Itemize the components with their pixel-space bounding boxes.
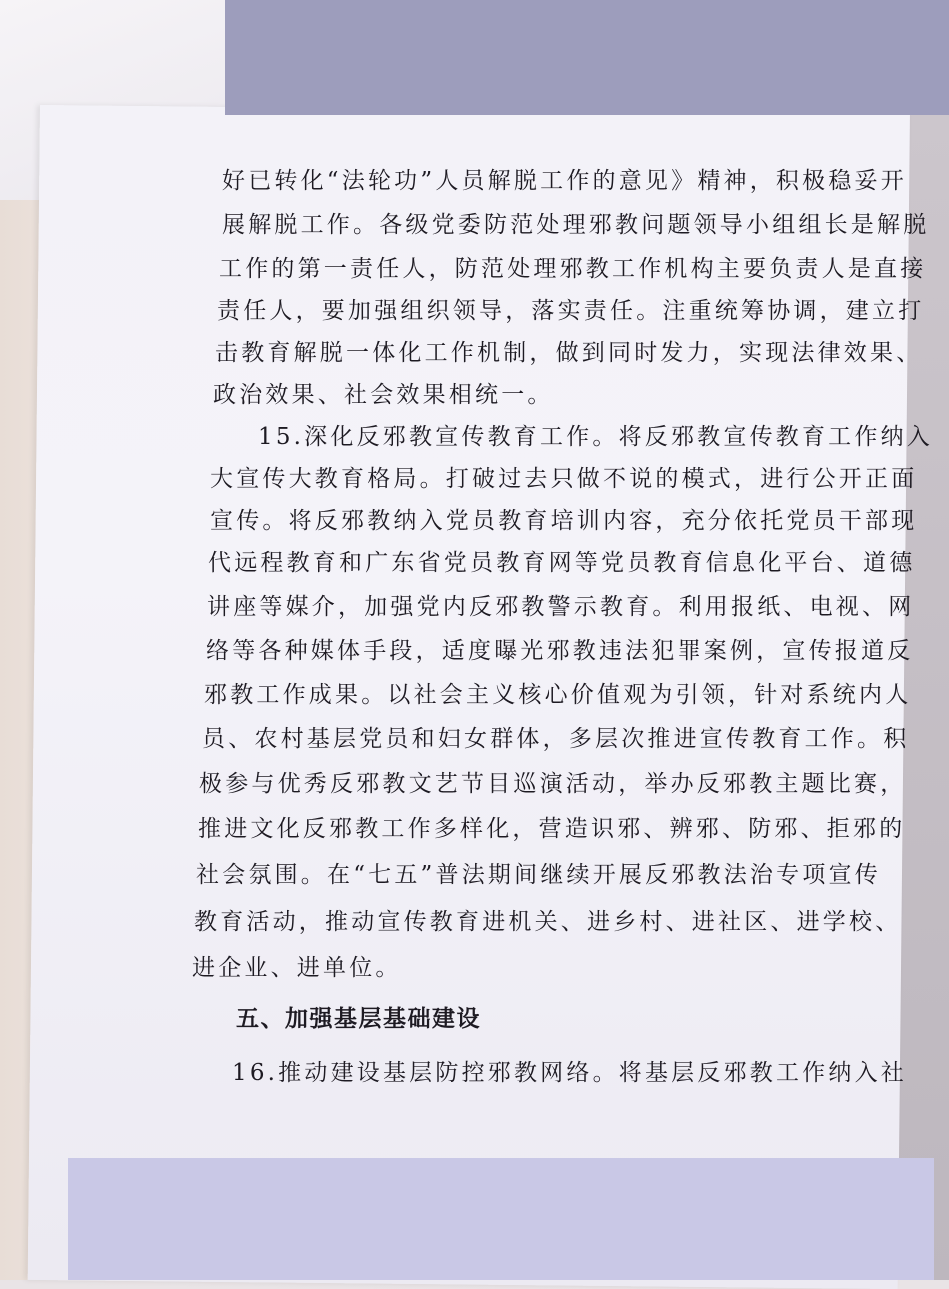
paragraph-line: 邪教工作成果。以社会主义核心价值观为引领，针对系统内人 [204, 682, 912, 708]
paragraph-line: 教育活动，推动宣传教育进机关、进乡村、进社区、进学校、 [194, 909, 902, 935]
paragraph-line: 宣传。将反邪教纳入党员教育培训内容，充分依托党员干部现 [210, 508, 918, 534]
paragraph-line: 政治效果、社会效果相统一。 [213, 382, 554, 408]
paragraph-line: 击教育解脱一体化工作机制，做到同时发力，实现法律效果、 [215, 340, 923, 366]
paragraph-line: 员、农村基层党员和妇女群体，多层次推进宣传教育工作。积 [202, 726, 910, 752]
paragraph-line: 15.深化反邪教宣传教育工作。将反邪教宣传教育工作纳入 [258, 424, 933, 450]
paragraph-line: 讲座等媒介，加强党内反邪教警示教育。利用报纸、电视、网 [207, 594, 915, 620]
paragraph-line: 责任人，要加强组织领导，落实责任。注重统筹协调，建立打 [217, 298, 925, 324]
paragraph-line: 展解脱工作。各级党委防范处理邪教问题领导小组组长是解脱 [222, 212, 930, 238]
paragraph-line: 16.推动建设基层防控邪教网络。将基层反邪教工作纳入社 [232, 1060, 907, 1086]
paragraph-line: 大宣传大教育格局。打破过去只做不说的模式，进行公开正面 [210, 466, 918, 492]
paragraph-line: 推进文化反邪教工作多样化，营造识邪、辨邪、防邪、拒邪的 [198, 816, 906, 842]
paragraph-line: 络等各种媒体手段，适度曝光邪教违法犯罪案例，宣传报道反 [206, 638, 914, 664]
paragraph-line: 代远程教育和广东省党员教育网等党员教育信息化平台、道德 [208, 550, 916, 576]
paragraph-line: 好已转化“法轮功”人员解脱工作的意见》精神，积极稳妥开 [222, 168, 907, 194]
paragraph-line: 极参与优秀反邪教文艺节目巡演活动，举办反邪教主题比赛， [199, 771, 907, 797]
paragraph-line: 社会氛围。在“七五”普法期间继续开展反邪教法治专项宣传 [196, 862, 881, 888]
paragraph-line: 进企业、进单位。 [192, 955, 402, 981]
redaction-box-bottom [68, 1158, 934, 1280]
redaction-box-top [225, 0, 949, 115]
section-heading: 五、加强基层基础建设 [236, 1006, 481, 1032]
paragraph-line: 工作的第一责任人，防范处理邪教工作机构主要负责人是直接 [219, 256, 927, 282]
